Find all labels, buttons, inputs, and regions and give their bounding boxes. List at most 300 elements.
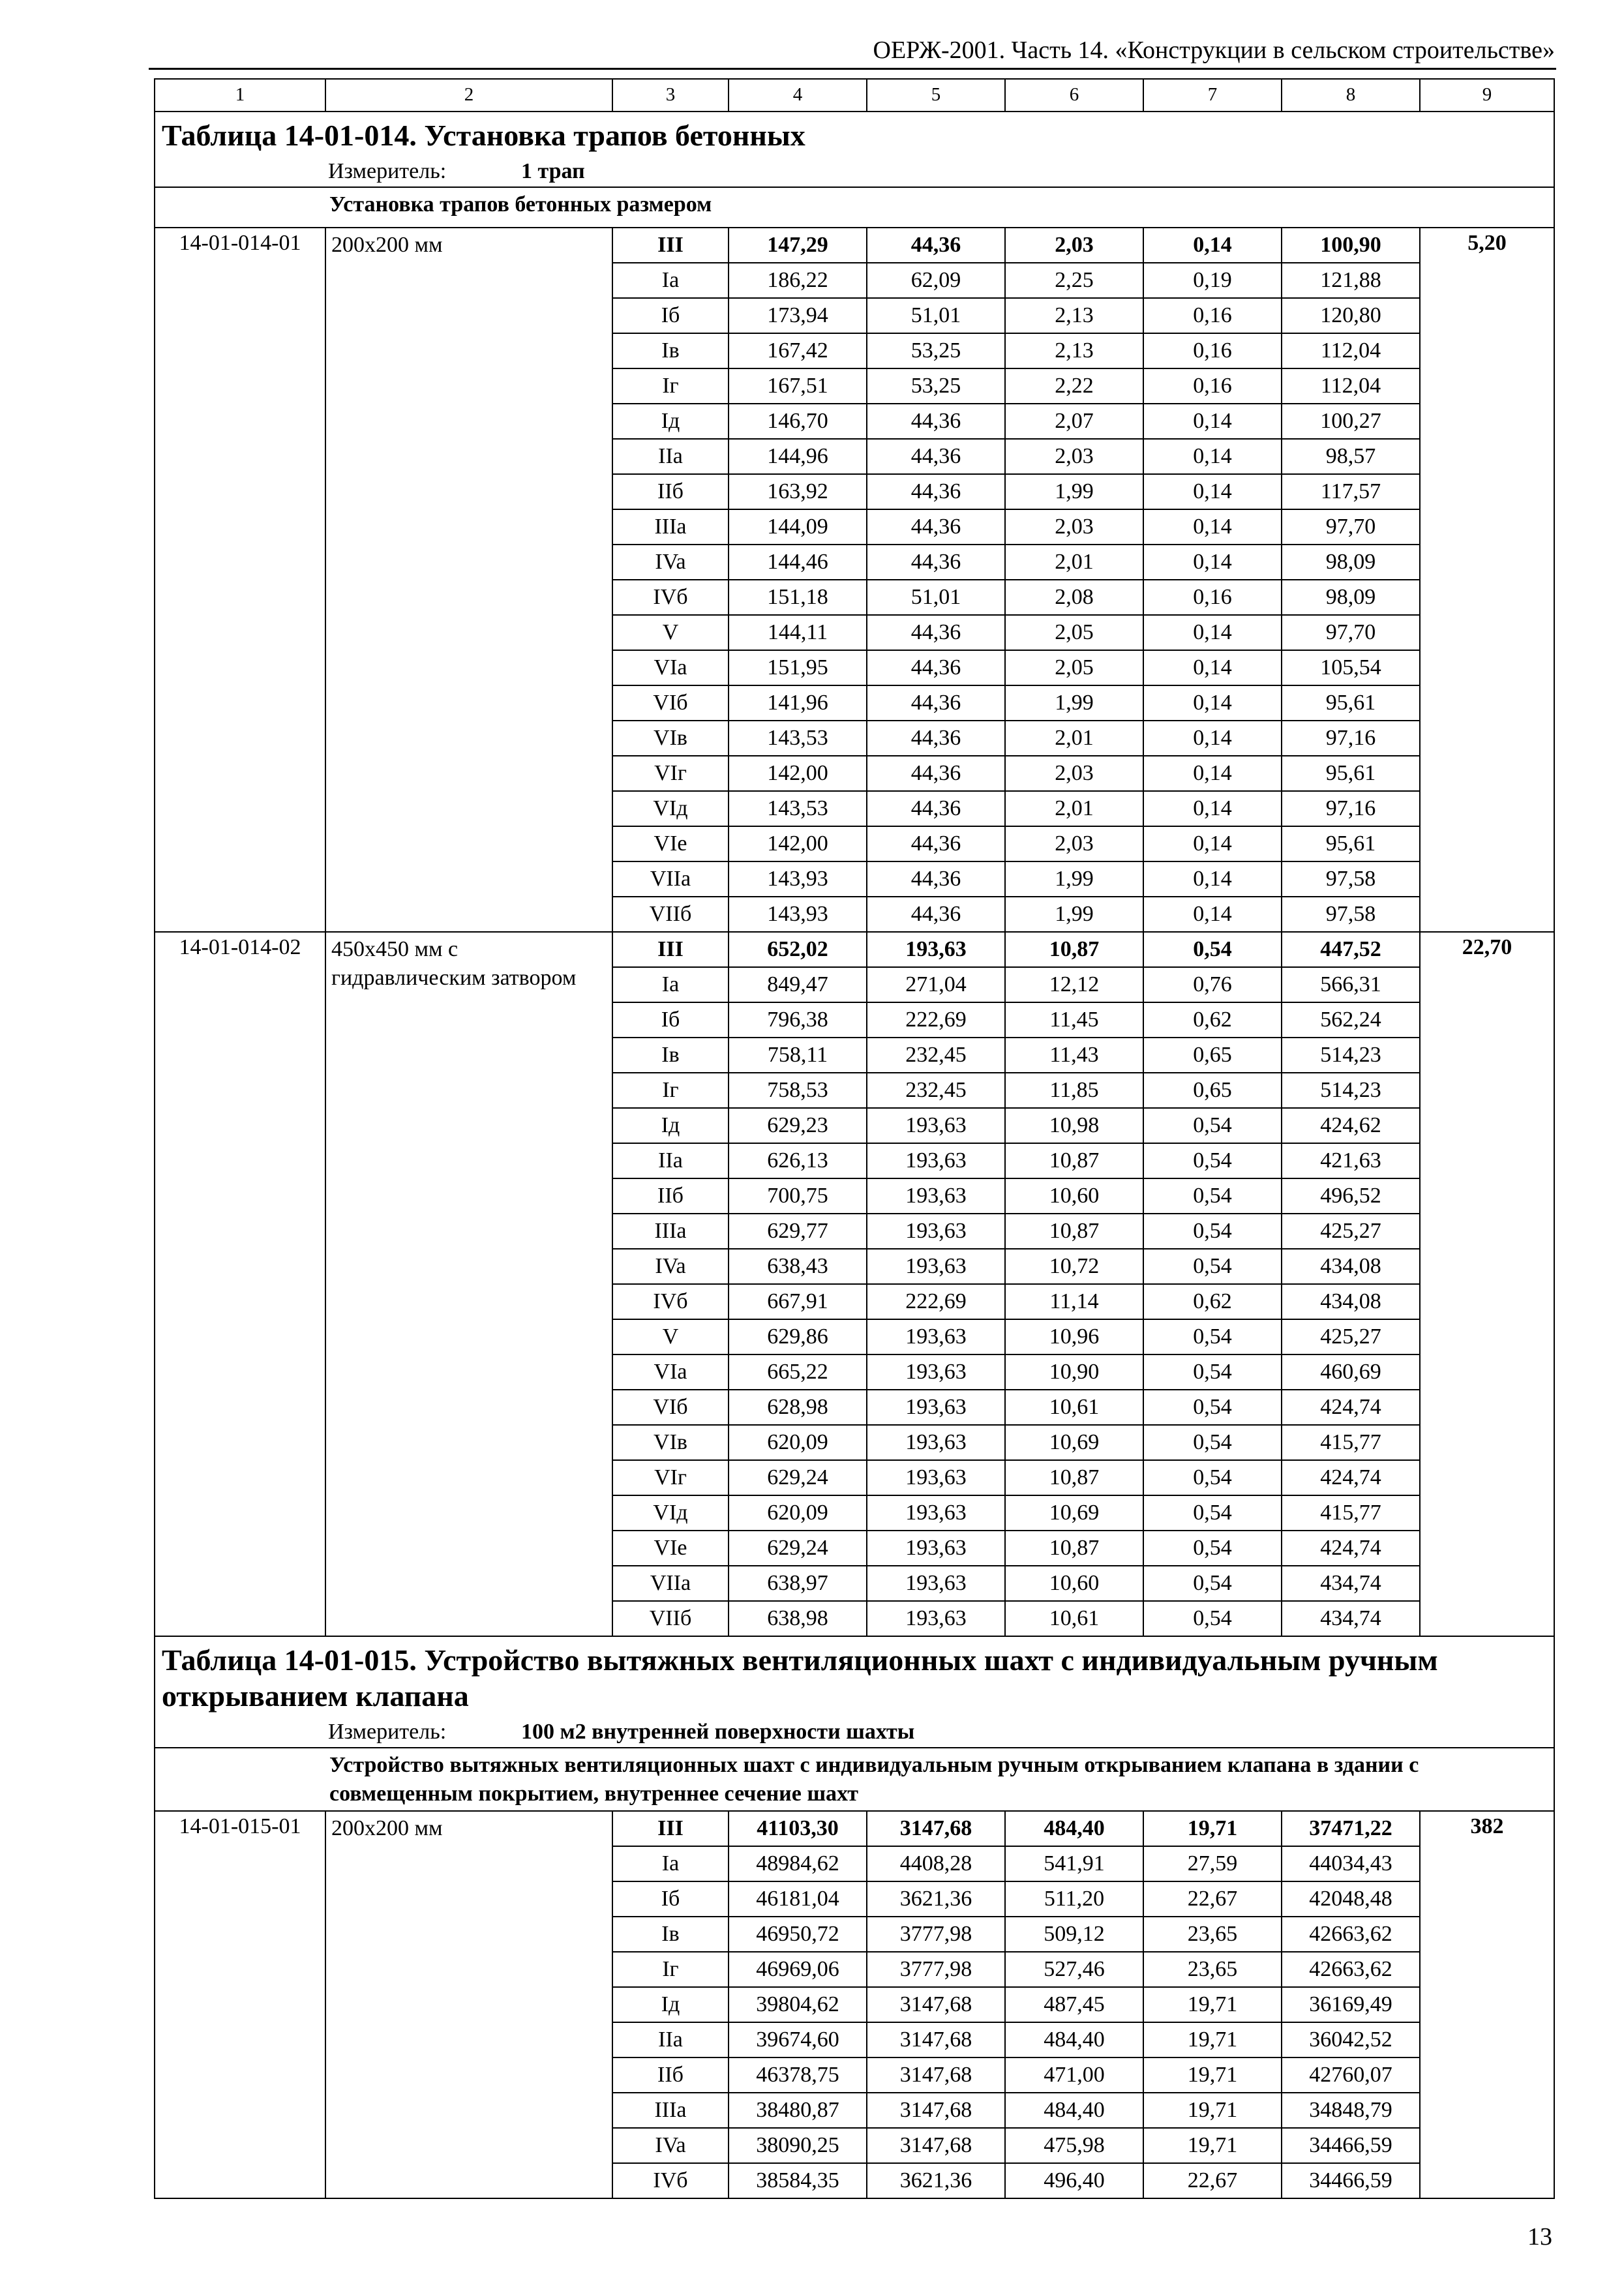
value-cell: 4408,28 xyxy=(867,1846,1005,1881)
column-number: 7 xyxy=(1143,79,1282,112)
value-cell: 97,16 xyxy=(1282,721,1420,756)
value-cell: 23,65 xyxy=(1143,1917,1282,1952)
value-cell: 629,24 xyxy=(729,1531,867,1566)
measure-label: Измеритель: xyxy=(328,159,447,184)
item-total: 382 xyxy=(1420,1811,1554,2198)
value-cell: 98,09 xyxy=(1282,580,1420,615)
value-cell: 173,94 xyxy=(729,298,867,333)
value-cell: 487,45 xyxy=(1005,1987,1143,2022)
value-cell: 141,96 xyxy=(729,685,867,721)
measure-value: 100 м2 внутренней поверхности шахты xyxy=(521,1720,915,1744)
value-cell: 424,74 xyxy=(1282,1460,1420,1495)
table-row xyxy=(155,228,1554,263)
value-cell: 2,03 xyxy=(1005,439,1143,474)
measure-line xyxy=(162,158,1547,185)
value-cell: 0,54 xyxy=(1143,1425,1282,1460)
item-code: 14-01-014-02 xyxy=(155,932,325,1636)
value-cell: 484,40 xyxy=(1005,2022,1143,2057)
value-cell: 44,36 xyxy=(867,650,1005,685)
value-cell: 62,09 xyxy=(867,263,1005,298)
zone-cell: IIa xyxy=(612,439,729,474)
value-cell: 44034,43 xyxy=(1282,1846,1420,1881)
value-cell: 484,40 xyxy=(1005,1811,1143,1846)
value-cell: 2,22 xyxy=(1005,368,1143,404)
value-cell: 44,36 xyxy=(867,404,1005,439)
value-cell: 10,87 xyxy=(1005,1143,1143,1178)
group-heading: Установка трапов бетонных размером xyxy=(155,187,1554,228)
value-cell: 629,24 xyxy=(729,1460,867,1495)
value-cell: 2,08 xyxy=(1005,580,1143,615)
zone-cell: IIб xyxy=(612,1178,729,1214)
value-cell: 425,27 xyxy=(1282,1214,1420,1249)
value-cell: 46181,04 xyxy=(729,1881,867,1917)
value-cell: 415,77 xyxy=(1282,1495,1420,1531)
running-header: ОЕРЖ-2001. Часть 14. «Конструкции в сельском строительстве» xyxy=(873,37,1555,64)
value-cell: 2,05 xyxy=(1005,650,1143,685)
value-cell: 46378,75 xyxy=(729,2057,867,2093)
zone-cell: Iв xyxy=(612,1038,729,1073)
zone-cell: IIб xyxy=(612,2057,729,2093)
value-cell: 36042,52 xyxy=(1282,2022,1420,2057)
value-cell: 0,14 xyxy=(1143,545,1282,580)
value-cell: 849,47 xyxy=(729,967,867,1002)
value-cell: 652,02 xyxy=(729,932,867,967)
value-cell: 475,98 xyxy=(1005,2128,1143,2163)
value-cell: 2,03 xyxy=(1005,509,1143,545)
measure-line xyxy=(162,1719,1547,1746)
value-cell: 0,14 xyxy=(1143,650,1282,685)
page-number: 13 xyxy=(1527,2223,1552,2251)
value-cell: 100,90 xyxy=(1282,228,1420,263)
value-cell: 98,57 xyxy=(1282,439,1420,474)
value-cell: 415,77 xyxy=(1282,1425,1420,1460)
value-cell: 629,23 xyxy=(729,1108,867,1143)
value-cell: 34466,59 xyxy=(1282,2128,1420,2163)
item-code: 14-01-015-01 xyxy=(155,1811,325,2198)
value-cell: 12,12 xyxy=(1005,967,1143,1002)
zone-cell: IVб xyxy=(612,580,729,615)
value-cell: 42760,07 xyxy=(1282,2057,1420,2093)
zone-cell: IIб xyxy=(612,474,729,509)
norms-table xyxy=(154,78,1555,2199)
value-cell: 10,61 xyxy=(1005,1390,1143,1425)
value-cell: 10,69 xyxy=(1005,1425,1143,1460)
value-cell: 143,53 xyxy=(729,791,867,826)
value-cell: 151,95 xyxy=(729,650,867,685)
value-cell: 11,85 xyxy=(1005,1073,1143,1108)
zone-cell: IIa xyxy=(612,2022,729,2057)
zone-cell: Iд xyxy=(612,1987,729,2022)
value-cell: 44,36 xyxy=(867,685,1005,721)
value-cell: 0,14 xyxy=(1143,685,1282,721)
value-cell: 42663,62 xyxy=(1282,1917,1420,1952)
value-cell: 44,36 xyxy=(867,474,1005,509)
value-cell: 620,09 xyxy=(729,1495,867,1531)
column-number: 2 xyxy=(325,79,612,112)
zone-cell: Iб xyxy=(612,1002,729,1038)
value-cell: 0,14 xyxy=(1143,791,1282,826)
value-cell: 142,00 xyxy=(729,756,867,791)
zone-cell: VIIa xyxy=(612,861,729,897)
value-cell: 193,63 xyxy=(867,1143,1005,1178)
value-cell: 121,88 xyxy=(1282,263,1420,298)
value-cell: 0,62 xyxy=(1143,1002,1282,1038)
value-cell: 167,51 xyxy=(729,368,867,404)
zone-cell: Iв xyxy=(612,1917,729,1952)
value-cell: 484,40 xyxy=(1005,2093,1143,2128)
value-cell: 620,09 xyxy=(729,1425,867,1460)
zone-cell: VIIa xyxy=(612,1566,729,1601)
zone-cell: IVб xyxy=(612,1284,729,1319)
value-cell: 186,22 xyxy=(729,263,867,298)
value-cell: 34848,79 xyxy=(1282,2093,1420,2128)
value-cell: 193,63 xyxy=(867,1178,1005,1214)
value-cell: 3621,36 xyxy=(867,2163,1005,2198)
zone-cell: IVa xyxy=(612,2128,729,2163)
value-cell: 11,14 xyxy=(1005,1284,1143,1319)
value-cell: 0,54 xyxy=(1143,932,1282,967)
value-cell: 496,40 xyxy=(1005,2163,1143,2198)
value-cell: 193,63 xyxy=(867,1601,1005,1636)
table-title: Таблица 14-01-014. Установка трапов бетонных xyxy=(162,119,805,152)
value-cell: 46969,06 xyxy=(729,1952,867,1987)
value-cell: 0,16 xyxy=(1143,298,1282,333)
value-cell: 424,62 xyxy=(1282,1108,1420,1143)
value-cell: 562,24 xyxy=(1282,1002,1420,1038)
value-cell: 10,61 xyxy=(1005,1601,1143,1636)
value-cell: 10,72 xyxy=(1005,1249,1143,1284)
value-cell: 0,14 xyxy=(1143,897,1282,932)
value-cell: 514,23 xyxy=(1282,1073,1420,1108)
value-cell: 105,54 xyxy=(1282,650,1420,685)
value-cell: 46950,72 xyxy=(729,1917,867,1952)
value-cell: 146,70 xyxy=(729,404,867,439)
item-name: 450х450 мм с гидравлическим затвором xyxy=(325,932,612,1636)
value-cell: 0,54 xyxy=(1143,1249,1282,1284)
table-title-cell xyxy=(155,1636,1554,1748)
value-cell: 665,22 xyxy=(729,1354,867,1390)
value-cell: 667,91 xyxy=(729,1284,867,1319)
value-cell: 0,54 xyxy=(1143,1495,1282,1531)
value-cell: 434,74 xyxy=(1282,1566,1420,1601)
zone-cell: VIв xyxy=(612,721,729,756)
value-cell: 97,58 xyxy=(1282,897,1420,932)
table-title: Таблица 14-01-015. Устройство вытяжных вентиляционных шахт с индивидуальным ручным открыванием клапана xyxy=(162,1643,1438,1713)
value-cell: 0,54 xyxy=(1143,1214,1282,1249)
value-cell: 193,63 xyxy=(867,1319,1005,1354)
item-code: 14-01-014-01 xyxy=(155,228,325,932)
value-cell: 38090,25 xyxy=(729,2128,867,2163)
value-cell: 2,13 xyxy=(1005,298,1143,333)
value-cell: 10,87 xyxy=(1005,1214,1143,1249)
value-cell: 193,63 xyxy=(867,1495,1005,1531)
value-cell: 511,20 xyxy=(1005,1881,1143,1917)
value-cell: 97,70 xyxy=(1282,509,1420,545)
zone-cell: Iд xyxy=(612,404,729,439)
value-cell: 434,08 xyxy=(1282,1249,1420,1284)
value-cell: 51,01 xyxy=(867,298,1005,333)
value-cell: 38584,35 xyxy=(729,2163,867,2198)
value-cell: 700,75 xyxy=(729,1178,867,1214)
zone-cell: III xyxy=(612,932,729,967)
column-number: 9 xyxy=(1420,79,1554,112)
value-cell: 425,27 xyxy=(1282,1319,1420,1354)
value-cell: 2,01 xyxy=(1005,545,1143,580)
value-cell: 758,11 xyxy=(729,1038,867,1073)
zone-cell: VIб xyxy=(612,1390,729,1425)
value-cell: 44,36 xyxy=(867,545,1005,580)
column-number: 5 xyxy=(867,79,1005,112)
value-cell: 638,97 xyxy=(729,1566,867,1601)
zone-cell: IVб xyxy=(612,2163,729,2198)
value-cell: 193,63 xyxy=(867,1531,1005,1566)
zone-cell: III xyxy=(612,1811,729,1846)
value-cell: 42048,48 xyxy=(1282,1881,1420,1917)
value-cell: 193,63 xyxy=(867,1214,1005,1249)
value-cell: 37471,22 xyxy=(1282,1811,1420,1846)
table-title-row xyxy=(155,1636,1554,1748)
value-cell: 434,08 xyxy=(1282,1284,1420,1319)
value-cell: 193,63 xyxy=(867,1390,1005,1425)
value-cell: 796,38 xyxy=(729,1002,867,1038)
value-cell: 3777,98 xyxy=(867,1917,1005,1952)
header-rule xyxy=(149,68,1556,70)
value-cell: 41103,30 xyxy=(729,1811,867,1846)
column-number: 8 xyxy=(1282,79,1420,112)
value-cell: 10,87 xyxy=(1005,932,1143,967)
value-cell: 10,87 xyxy=(1005,1460,1143,1495)
group-heading-row xyxy=(155,1748,1554,1811)
value-cell: 2,03 xyxy=(1005,756,1143,791)
value-cell: 19,71 xyxy=(1143,2057,1282,2093)
zone-cell: Iв xyxy=(612,333,729,368)
table-row xyxy=(155,1811,1554,1846)
value-cell: 193,63 xyxy=(867,1425,1005,1460)
value-cell: 527,46 xyxy=(1005,1952,1143,1987)
value-cell: 0,16 xyxy=(1143,580,1282,615)
value-cell: 0,14 xyxy=(1143,404,1282,439)
value-cell: 0,14 xyxy=(1143,721,1282,756)
zone-cell: VIг xyxy=(612,756,729,791)
table-row xyxy=(155,932,1554,967)
value-cell: 143,53 xyxy=(729,721,867,756)
value-cell: 0,16 xyxy=(1143,333,1282,368)
value-cell: 222,69 xyxy=(867,1002,1005,1038)
column-number: 3 xyxy=(612,79,729,112)
value-cell: 0,54 xyxy=(1143,1178,1282,1214)
zone-cell: VIг xyxy=(612,1460,729,1495)
item-total: 22,70 xyxy=(1420,932,1554,1636)
value-cell: 44,36 xyxy=(867,228,1005,263)
value-cell: 34466,59 xyxy=(1282,2163,1420,2198)
value-cell: 144,09 xyxy=(729,509,867,545)
item-total: 5,20 xyxy=(1420,228,1554,932)
value-cell: 0,54 xyxy=(1143,1601,1282,1636)
value-cell: 38480,87 xyxy=(729,2093,867,2128)
zone-cell: VIб xyxy=(612,685,729,721)
value-cell: 2,13 xyxy=(1005,333,1143,368)
value-cell: 222,69 xyxy=(867,1284,1005,1319)
value-cell: 10,69 xyxy=(1005,1495,1143,1531)
value-cell: 44,36 xyxy=(867,861,1005,897)
value-cell: 0,54 xyxy=(1143,1143,1282,1178)
zone-cell: VIa xyxy=(612,650,729,685)
value-cell: 0,14 xyxy=(1143,861,1282,897)
value-cell: 0,54 xyxy=(1143,1531,1282,1566)
value-cell: 95,61 xyxy=(1282,826,1420,861)
value-cell: 3147,68 xyxy=(867,2022,1005,2057)
value-cell: 53,25 xyxy=(867,368,1005,404)
value-cell: 117,57 xyxy=(1282,474,1420,509)
column-number: 1 xyxy=(155,79,325,112)
zone-cell: VIд xyxy=(612,1495,729,1531)
zone-cell: Iб xyxy=(612,1881,729,1917)
zone-cell: IVa xyxy=(612,1249,729,1284)
zone-cell: VIe xyxy=(612,1531,729,1566)
value-cell: 0,54 xyxy=(1143,1354,1282,1390)
value-cell: 1,99 xyxy=(1005,474,1143,509)
value-cell: 193,63 xyxy=(867,1566,1005,1601)
value-cell: 10,87 xyxy=(1005,1531,1143,1566)
value-cell: 2,03 xyxy=(1005,228,1143,263)
value-cell: 3621,36 xyxy=(867,1881,1005,1917)
value-cell: 1,99 xyxy=(1005,861,1143,897)
zone-cell: Ia xyxy=(612,967,729,1002)
value-cell: 0,14 xyxy=(1143,474,1282,509)
value-cell: 496,52 xyxy=(1282,1178,1420,1214)
value-cell: 1,99 xyxy=(1005,897,1143,932)
value-cell: 144,11 xyxy=(729,615,867,650)
value-cell: 0,65 xyxy=(1143,1073,1282,1108)
zone-cell: IIIa xyxy=(612,2093,729,2128)
zone-cell: Ia xyxy=(612,263,729,298)
zone-cell: IIIa xyxy=(612,1214,729,1249)
zone-cell: VIд xyxy=(612,791,729,826)
value-cell: 629,77 xyxy=(729,1214,867,1249)
value-cell: 758,53 xyxy=(729,1073,867,1108)
zone-cell: Iд xyxy=(612,1108,729,1143)
zone-cell: IIa xyxy=(612,1143,729,1178)
value-cell: 421,63 xyxy=(1282,1143,1420,1178)
zone-cell: Iб xyxy=(612,298,729,333)
value-cell: 628,98 xyxy=(729,1390,867,1425)
value-cell: 3147,68 xyxy=(867,2128,1005,2163)
value-cell: 10,60 xyxy=(1005,1566,1143,1601)
value-cell: 27,59 xyxy=(1143,1846,1282,1881)
value-cell: 19,71 xyxy=(1143,2022,1282,2057)
value-cell: 3147,68 xyxy=(867,1987,1005,2022)
value-cell: 97,58 xyxy=(1282,861,1420,897)
value-cell: 23,65 xyxy=(1143,1952,1282,1987)
value-cell: 0,14 xyxy=(1143,615,1282,650)
value-cell: 271,04 xyxy=(867,967,1005,1002)
value-cell: 3777,98 xyxy=(867,1952,1005,1987)
value-cell: 629,86 xyxy=(729,1319,867,1354)
measure-value: 1 трап xyxy=(521,159,585,184)
value-cell: 3147,68 xyxy=(867,2057,1005,2093)
value-cell: 151,18 xyxy=(729,580,867,615)
value-cell: 44,36 xyxy=(867,615,1005,650)
value-cell: 10,90 xyxy=(1005,1354,1143,1390)
table-title-cell xyxy=(155,112,1554,187)
value-cell: 10,60 xyxy=(1005,1178,1143,1214)
value-cell: 95,61 xyxy=(1282,756,1420,791)
value-cell: 2,01 xyxy=(1005,791,1143,826)
value-cell: 11,43 xyxy=(1005,1038,1143,1073)
value-cell: 2,01 xyxy=(1005,721,1143,756)
value-cell: 10,96 xyxy=(1005,1319,1143,1354)
value-cell: 447,52 xyxy=(1282,932,1420,967)
value-cell: 44,36 xyxy=(867,756,1005,791)
value-cell: 19,71 xyxy=(1143,1811,1282,1846)
value-cell: 95,61 xyxy=(1282,685,1420,721)
value-cell: 232,45 xyxy=(867,1038,1005,1073)
value-cell: 2,07 xyxy=(1005,404,1143,439)
value-cell: 193,63 xyxy=(867,1354,1005,1390)
value-cell: 193,63 xyxy=(867,932,1005,967)
value-cell: 144,96 xyxy=(729,439,867,474)
group-heading: Устройство вытяжных вентиляционных шахт с индивидуальным ручным открыванием клапана в здании с совмещенным покрытием, внутреннее сечение шахт xyxy=(155,1748,1554,1811)
value-cell: 0,54 xyxy=(1143,1319,1282,1354)
value-cell: 0,65 xyxy=(1143,1038,1282,1073)
value-cell: 163,92 xyxy=(729,474,867,509)
value-cell: 51,01 xyxy=(867,580,1005,615)
value-cell: 53,25 xyxy=(867,333,1005,368)
value-cell: 626,13 xyxy=(729,1143,867,1178)
measure-label: Измеритель: xyxy=(328,1720,447,1744)
value-cell: 0,54 xyxy=(1143,1566,1282,1601)
value-cell: 0,54 xyxy=(1143,1460,1282,1495)
zone-cell: Iг xyxy=(612,368,729,404)
value-cell: 0,14 xyxy=(1143,756,1282,791)
value-cell: 1,99 xyxy=(1005,685,1143,721)
value-cell: 143,93 xyxy=(729,897,867,932)
value-cell: 10,98 xyxy=(1005,1108,1143,1143)
zone-cell: VIв xyxy=(612,1425,729,1460)
zone-cell: III xyxy=(612,228,729,263)
value-cell: 0,14 xyxy=(1143,826,1282,861)
value-cell: 144,46 xyxy=(729,545,867,580)
value-cell: 39804,62 xyxy=(729,1987,867,2022)
value-cell: 0,54 xyxy=(1143,1390,1282,1425)
value-cell: 48984,62 xyxy=(729,1846,867,1881)
value-cell: 2,03 xyxy=(1005,826,1143,861)
zone-cell: V xyxy=(612,1319,729,1354)
value-cell: 0,54 xyxy=(1143,1108,1282,1143)
value-cell: 19,71 xyxy=(1143,2093,1282,2128)
zone-cell: Ia xyxy=(612,1846,729,1881)
value-cell: 167,42 xyxy=(729,333,867,368)
table-title-row xyxy=(155,112,1554,187)
value-cell: 0,14 xyxy=(1143,228,1282,263)
column-numbers-row xyxy=(155,79,1554,112)
value-cell: 44,36 xyxy=(867,721,1005,756)
value-cell: 112,04 xyxy=(1282,333,1420,368)
value-cell: 566,31 xyxy=(1282,967,1420,1002)
value-cell: 44,36 xyxy=(867,509,1005,545)
value-cell: 44,36 xyxy=(867,826,1005,861)
value-cell: 424,74 xyxy=(1282,1390,1420,1425)
value-cell: 0,19 xyxy=(1143,263,1282,298)
value-cell: 22,67 xyxy=(1143,1881,1282,1917)
value-cell: 471,00 xyxy=(1005,2057,1143,2093)
group-heading-row xyxy=(155,187,1554,228)
value-cell: 97,16 xyxy=(1282,791,1420,826)
zone-cell: VIIб xyxy=(612,1601,729,1636)
value-cell: 0,14 xyxy=(1143,439,1282,474)
value-cell: 2,05 xyxy=(1005,615,1143,650)
value-cell: 98,09 xyxy=(1282,545,1420,580)
